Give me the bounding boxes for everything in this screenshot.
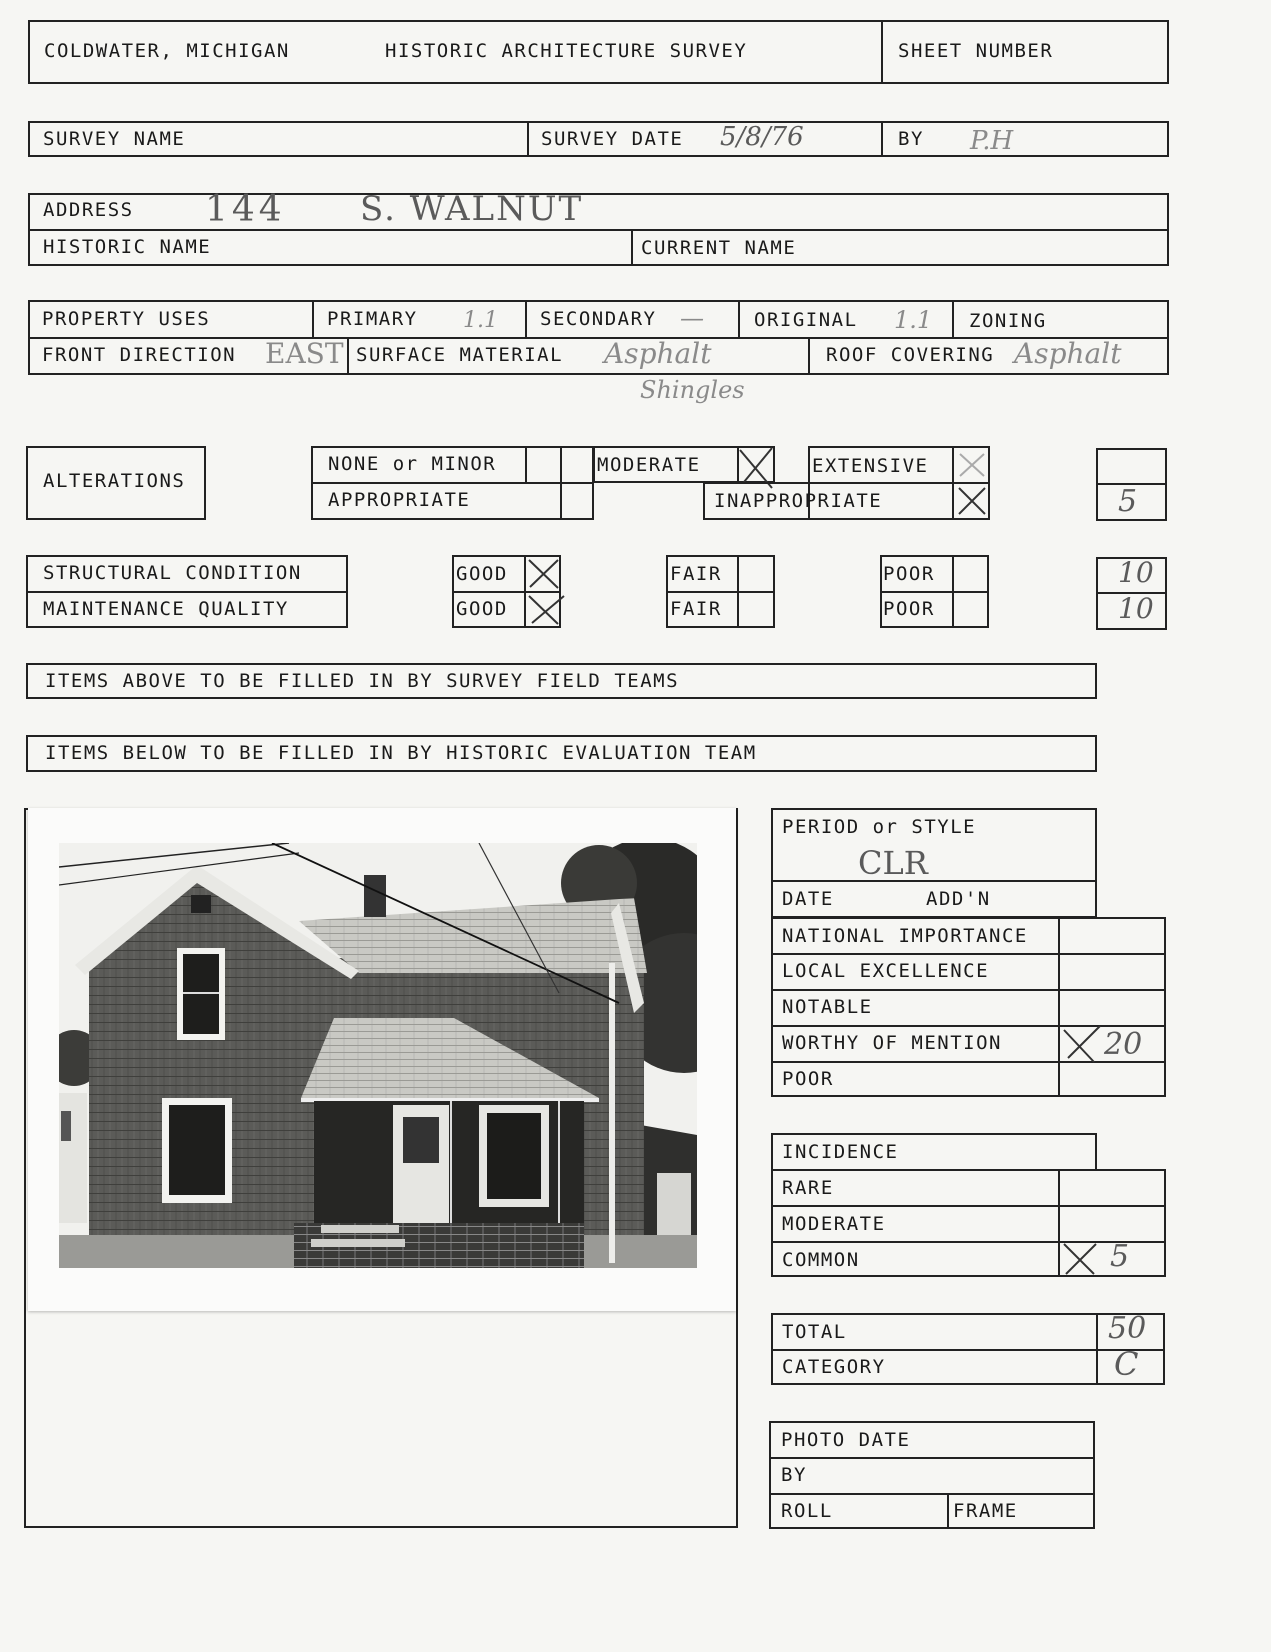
secondary-label: SECONDARY <box>540 308 657 330</box>
total-value[interactable]: 50 <box>1108 1311 1147 1346</box>
maintenance-score[interactable]: 10 <box>1118 592 1154 625</box>
photo-date-label: PHOTO DATE <box>781 1429 911 1451</box>
evaluation-poor-label: POOR <box>782 1068 834 1090</box>
maintenance-poor-label: POOR <box>883 598 935 620</box>
survey-name-label: SURVEY NAME <box>43 128 186 150</box>
surface-material-value-2[interactable]: Shingles <box>640 376 745 404</box>
worthy-of-mention-label: WORTHY OF MENTION <box>782 1032 1002 1054</box>
total-label: TOTAL <box>782 1321 847 1343</box>
alterations-score[interactable]: 5 <box>1118 484 1138 519</box>
structural-poor-label: POOR <box>883 563 935 585</box>
surface-material-label: SURFACE MATERIAL <box>356 344 564 366</box>
extensive-label: EXTENSIVE <box>812 455 929 477</box>
structural-fair-label: FAIR <box>670 563 722 585</box>
secondary-value[interactable]: — <box>680 304 704 332</box>
extensive-checkmark[interactable] <box>956 450 988 480</box>
original-label: ORIGINAL <box>754 309 858 331</box>
period-style-value[interactable]: CLR <box>858 844 928 882</box>
front-direction-value[interactable]: EAST <box>265 337 344 370</box>
local-excellence-label: LOCAL EXCELLENCE <box>782 960 990 982</box>
structural-good-label: GOOD <box>456 563 508 585</box>
frame-label: FRAME <box>953 1500 1018 1522</box>
survey-date-label: SURVEY DATE <box>541 128 684 150</box>
inappropriate-checkmark[interactable] <box>956 485 988 517</box>
property-uses-label: PROPERTY USES <box>42 308 211 330</box>
surface-material-value[interactable]: Asphalt <box>604 337 712 370</box>
address-street[interactable]: S. WALNUT <box>360 189 584 229</box>
worthy-score[interactable]: 20 <box>1104 1027 1143 1062</box>
original-value[interactable]: 1.1 <box>894 306 933 334</box>
front-direction-label: FRONT DIRECTION <box>42 344 237 366</box>
roof-covering-label: ROOF COVERING <box>826 344 995 366</box>
category-label: CATEGORY <box>782 1356 886 1378</box>
national-importance-label: NATIONAL IMPORTANCE <box>782 925 1028 947</box>
note-above: ITEMS ABOVE TO BE FILLED IN BY SURVEY FIELD TEAMS <box>45 670 680 692</box>
category-value[interactable]: C <box>1114 1345 1139 1383</box>
appropriate-label: APPROPRIATE <box>328 489 471 511</box>
header-divider <box>881 20 883 84</box>
common-label: COMMON <box>782 1249 860 1271</box>
inappropriate-label: INAPPROPRIATE <box>714 490 883 512</box>
date-label: DATE <box>782 888 834 910</box>
current-name-label: CURRENT NAME <box>641 237 797 259</box>
primary-value[interactable]: 1.1 <box>463 308 498 333</box>
maintenance-good-checkmark[interactable] <box>526 593 568 627</box>
period-style-label: PERIOD or STYLE <box>782 816 977 838</box>
none-minor-label: NONE or MINOR <box>328 453 497 475</box>
moderate-checkmark[interactable] <box>738 446 776 492</box>
survey-by-label: BY <box>898 128 924 150</box>
survey-by-value[interactable]: P.H <box>970 126 1014 156</box>
rare-label: RARE <box>782 1177 834 1199</box>
sheet-number-label: SHEET NUMBER <box>898 40 1054 62</box>
primary-label: PRIMARY <box>327 308 418 330</box>
incidence-label: INCIDENCE <box>782 1141 899 1163</box>
alterations-label: ALTERATIONS <box>43 470 186 492</box>
structural-condition-label: STRUCTURAL CONDITION <box>43 562 302 584</box>
incidence-moderate-label: MODERATE <box>782 1213 886 1235</box>
address-label: ADDRESS <box>43 199 134 221</box>
form-title: HISTORIC ARCHITECTURE SURVEY <box>385 40 748 62</box>
zoning-label: ZONING <box>969 310 1047 332</box>
house-photo <box>59 843 697 1268</box>
maintenance-fair-label: FAIR <box>670 598 722 620</box>
note-below: ITEMS BELOW TO BE FILLED IN BY HISTORIC EVALUATION TEAM <box>45 742 757 764</box>
photo-by-label: BY <box>781 1464 807 1486</box>
notable-label: NOTABLE <box>782 996 873 1018</box>
maintenance-good-label: GOOD <box>456 598 508 620</box>
address-number[interactable]: 144 <box>205 189 286 230</box>
survey-date-value[interactable]: 5/8/76 <box>720 122 804 152</box>
moderate-label: MODERATE <box>597 454 701 476</box>
roll-label: ROLL <box>781 1500 833 1522</box>
maintenance-quality-label: MAINTENANCE QUALITY <box>43 598 289 620</box>
structural-score[interactable]: 10 <box>1118 556 1154 589</box>
historic-name-label: HISTORIC NAME <box>43 236 212 258</box>
addn-label: ADD'N <box>926 888 991 910</box>
common-score[interactable]: 5 <box>1110 1239 1130 1274</box>
roof-covering-value[interactable]: Asphalt <box>1014 337 1122 370</box>
city-label: COLDWATER, MICHIGAN <box>44 40 290 62</box>
structural-good-checkmark[interactable] <box>526 557 562 591</box>
worthy-checkmark[interactable] <box>1060 1024 1104 1064</box>
common-checkmark[interactable] <box>1060 1240 1100 1278</box>
